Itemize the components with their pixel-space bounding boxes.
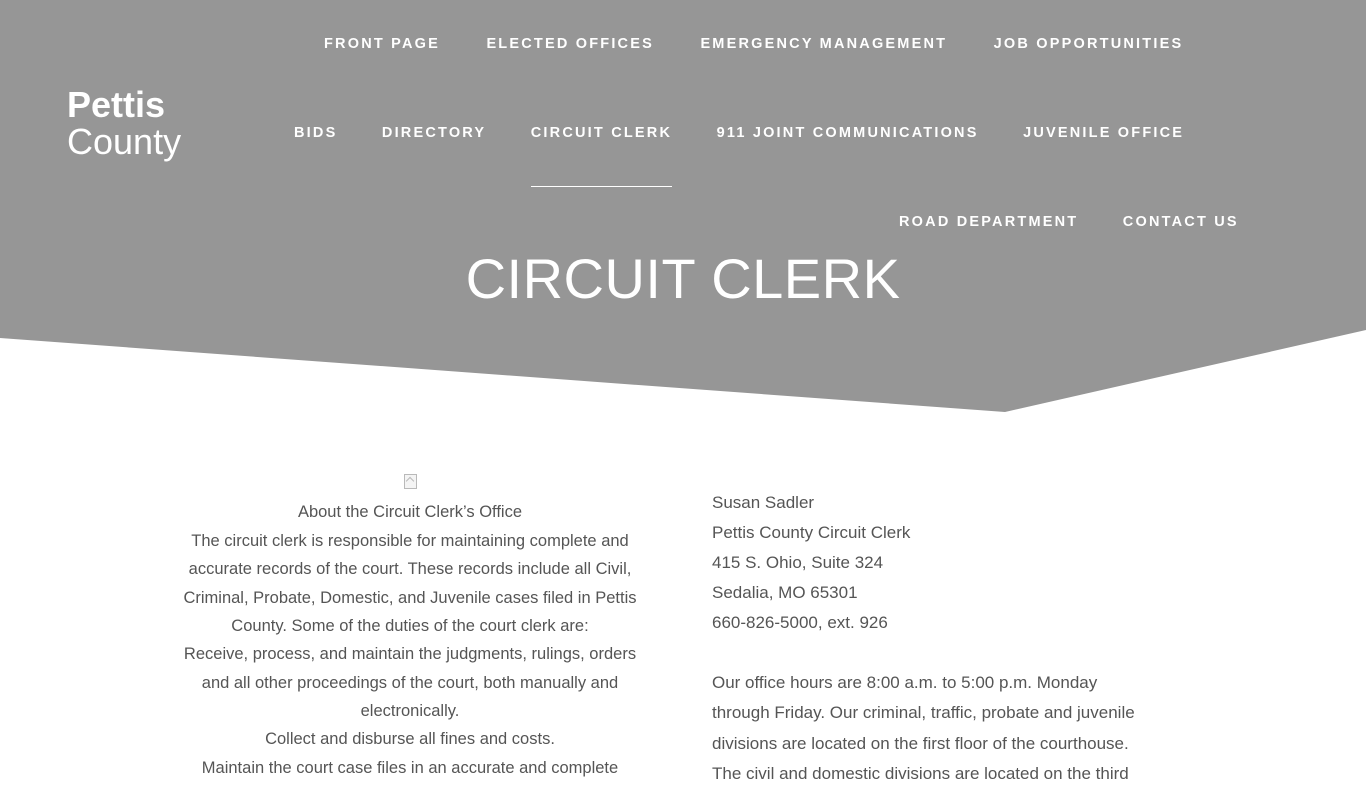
contact-address-street: 415 S. Ohio, Suite 324 [712,553,884,573]
about-column [155,470,665,782]
site-logo[interactable] [67,84,182,162]
about-line-4: County. Some of the duties of the court clerk are: [231,616,589,635]
main-content [0,470,1366,783]
nav-item-job-opportunities[interactable]: JOB OPPORTUNITIES [993,36,1184,52]
nav-item-road-department[interactable]: ROAD DEPARTMENT [899,214,1079,230]
logo-line-2: County [67,120,182,162]
about-heading: About the Circuit Clerk’s Office [297,503,523,522]
hours-line-3: divisions are located on the first floor of the courthouse. [712,733,1129,753]
hours-line-1: Our office hours are 8:00 a.m. to 5:00 p.m. Monday [712,673,1098,693]
primary-nav-row-3 [899,213,1279,231]
logo-line-1: Pettis [67,84,166,125]
contact-phone: 660-826-5000, ext. 926 [712,613,888,633]
nav-item-front-page[interactable]: FRONT PAGE [324,36,440,52]
primary-nav-row-1 [324,35,1225,53]
nav-item-juvenile-office[interactable]: JUVENILE OFFICE [1023,125,1185,141]
contact-title: Pettis County Circuit Clerk [712,523,911,543]
contact-address-city: Sedalia, MO 65301 [712,583,858,603]
nav-item-emergency-management[interactable]: EMERGENCY MANAGEMENT [700,36,948,52]
contact-name: Susan Sadler [712,493,815,512]
nav-item-circuit-clerk[interactable]: CIRCUIT CLERK [530,125,673,141]
contact-column [712,488,1232,789]
broken-image-icon [404,474,417,489]
nav-item-bids[interactable]: BIDS [294,125,338,141]
about-line-7: electronically. [360,702,460,720]
about-line-1: The circuit clerk is responsible for maintaining complete and [191,531,629,550]
primary-nav-row-2 [294,124,1224,142]
about-line-3: Criminal, Probate, Domestic, and Juvenile cases filed in Pettis [183,588,637,607]
nav-item-911-joint-communications[interactable]: 911 JOINT COMMUNICATIONS [716,125,979,141]
page-title: CIRCUIT CLERK [465,246,901,310]
about-line-5: Receive, process, and maintain the judgments, rulings, orders [183,645,637,664]
hours-line-2: through Friday. Our criminal, traffic, probate and juvenile [712,703,1135,723]
about-line-6: and all other proceedings of the court, both manually and [201,673,619,692]
hours-line-4: The civil and domestic divisions are located on the third [712,763,1129,783]
nav-item-elected-offices[interactable]: ELECTED OFFICES [486,36,654,52]
about-line-9: Maintain the court case files in an accurate and complete [201,758,619,777]
about-line-8: Collect and disburse all fines and costs. [265,730,555,749]
nav-item-directory[interactable]: DIRECTORY [381,125,487,141]
about-line-2: accurate records of the court. These records include all Civil, [188,560,632,579]
nav-item-contact-us[interactable]: CONTACT US [1122,214,1239,230]
contact-spacer [712,638,1232,668]
